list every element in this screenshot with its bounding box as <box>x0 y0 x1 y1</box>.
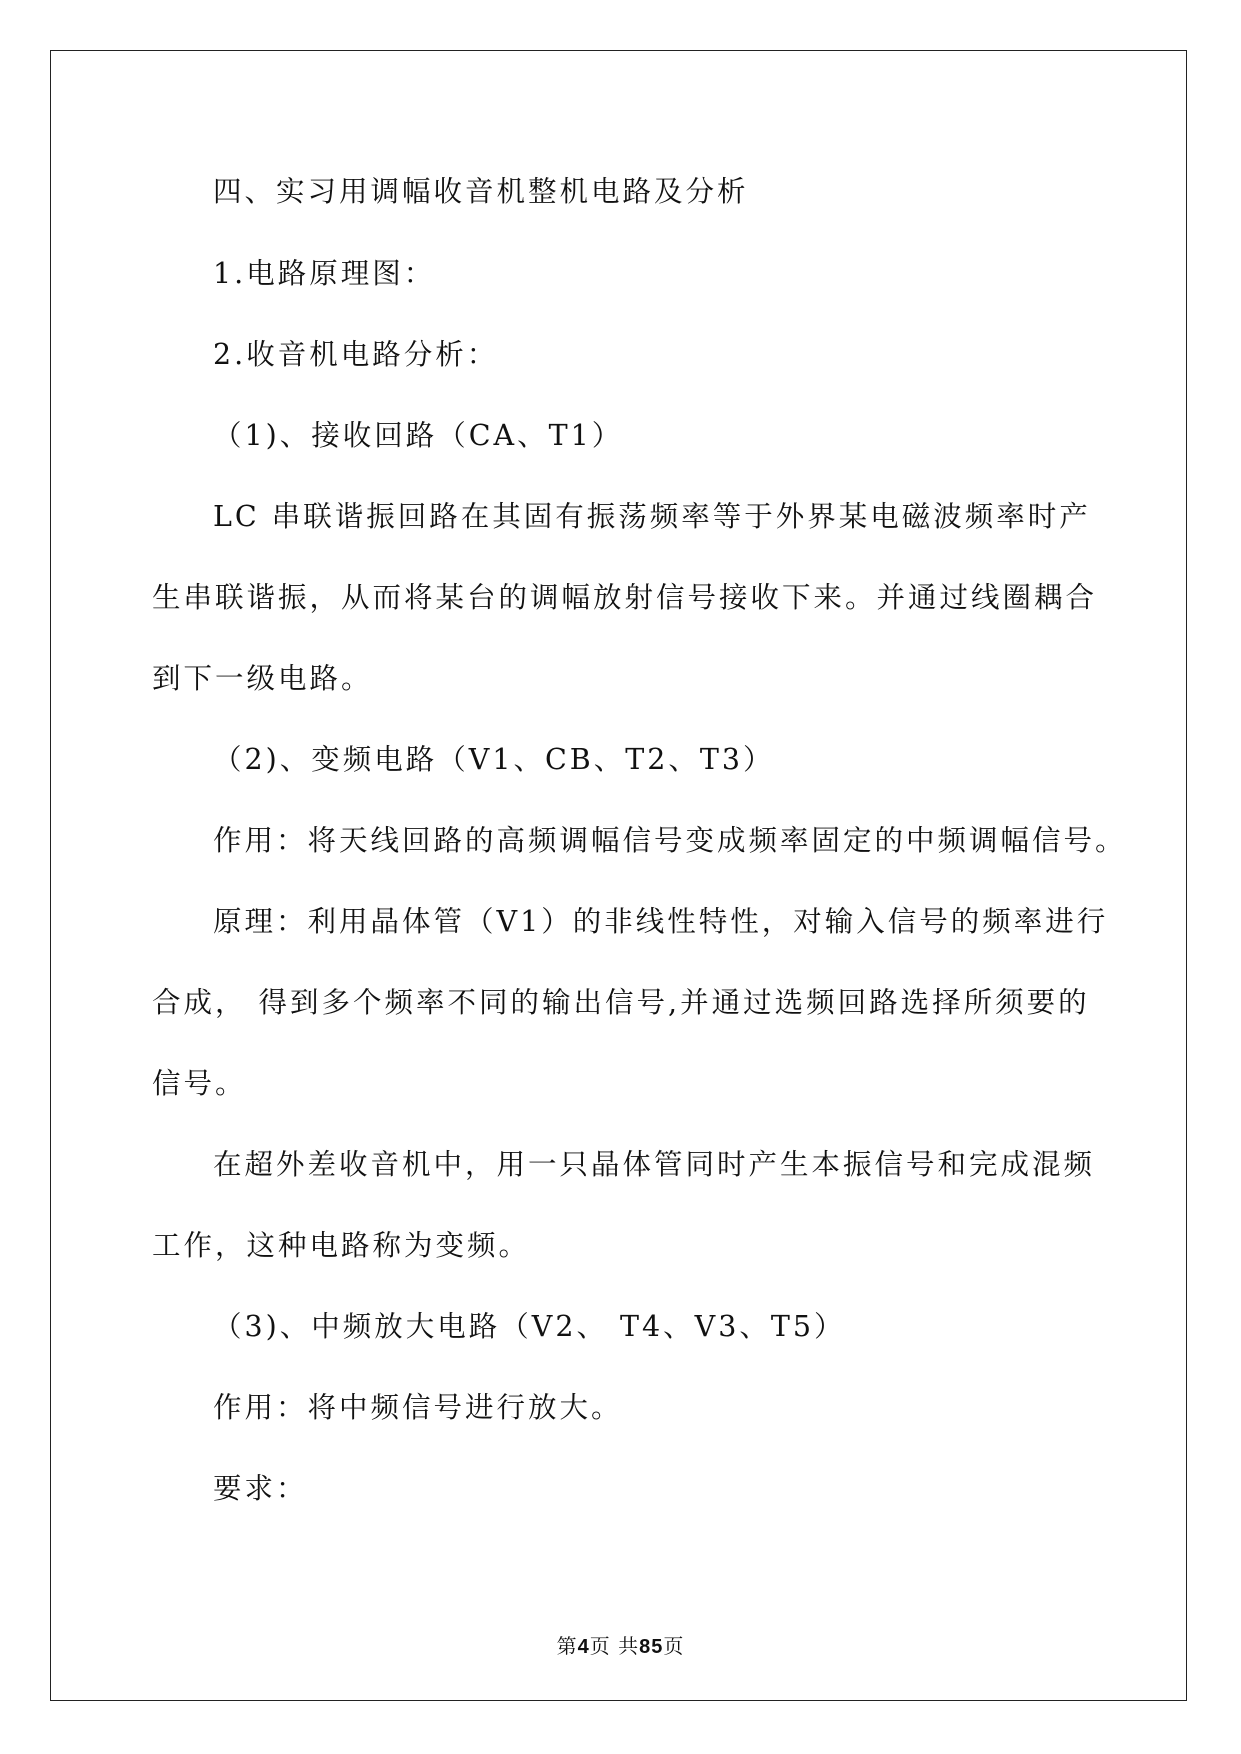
page-footer <box>0 1630 1241 1659</box>
footer-mid: 页 共 <box>589 1634 640 1658</box>
paragraph-line: 生串联谐振，从而将某台的调幅放射信号接收下来。并通过线圈耦合 <box>152 581 1098 614</box>
paragraph-line: 要求： <box>213 1472 308 1505</box>
section-heading: 四、实习用调幅收音机整机电路及分析 <box>213 175 749 208</box>
paragraph-line: LC 串联谐振回路在其固有振荡频率等于外界某电磁波频率时产 <box>213 500 1091 533</box>
subheading-circuit-analysis: 2.收音机电路分析： <box>213 338 499 371</box>
item-heading-mixer: （2)、变频电路（V1、CB、T2、T3） <box>213 743 775 776</box>
paragraph-line: 工作，这种电路称为变频。 <box>152 1229 531 1262</box>
footer-suffix: 页 <box>663 1634 685 1658</box>
paragraph-line: 作用：将中频信号进行放大。 <box>213 1391 623 1424</box>
paragraph-line: 原理：利用晶体管（V1）的非线性特性，对输入信号的频率进行 <box>213 905 1109 938</box>
page-border <box>50 50 1187 1701</box>
item-heading-if-amplifier: （3)、中频放大电路（V2、 T4、V3、T5） <box>213 1310 846 1343</box>
paragraph-line: 合成， 得到多个频率不同的输出信号,并通过选频回路选择所须要的 <box>152 986 1090 1019</box>
paragraph-line: 信号。 <box>152 1067 247 1100</box>
footer-prefix: 第 <box>556 1634 578 1658</box>
paragraph-line: 作用：将天线回路的高频调幅信号变成频率固定的中频调幅信号。 <box>213 824 1127 857</box>
paragraph-line: 在超外差收音机中，用一只晶体管同时产生本振信号和完成混频 <box>213 1148 1096 1181</box>
item-heading-receiver: （1)、接收回路（CA、T1） <box>213 419 624 452</box>
footer-page-number: 4 <box>577 1636 590 1658</box>
paragraph-line: 到下一级电路。 <box>152 662 373 695</box>
footer-total-pages: 85 <box>639 1636 664 1658</box>
subheading-circuit-diagram: 1.电路原理图： <box>213 257 436 290</box>
